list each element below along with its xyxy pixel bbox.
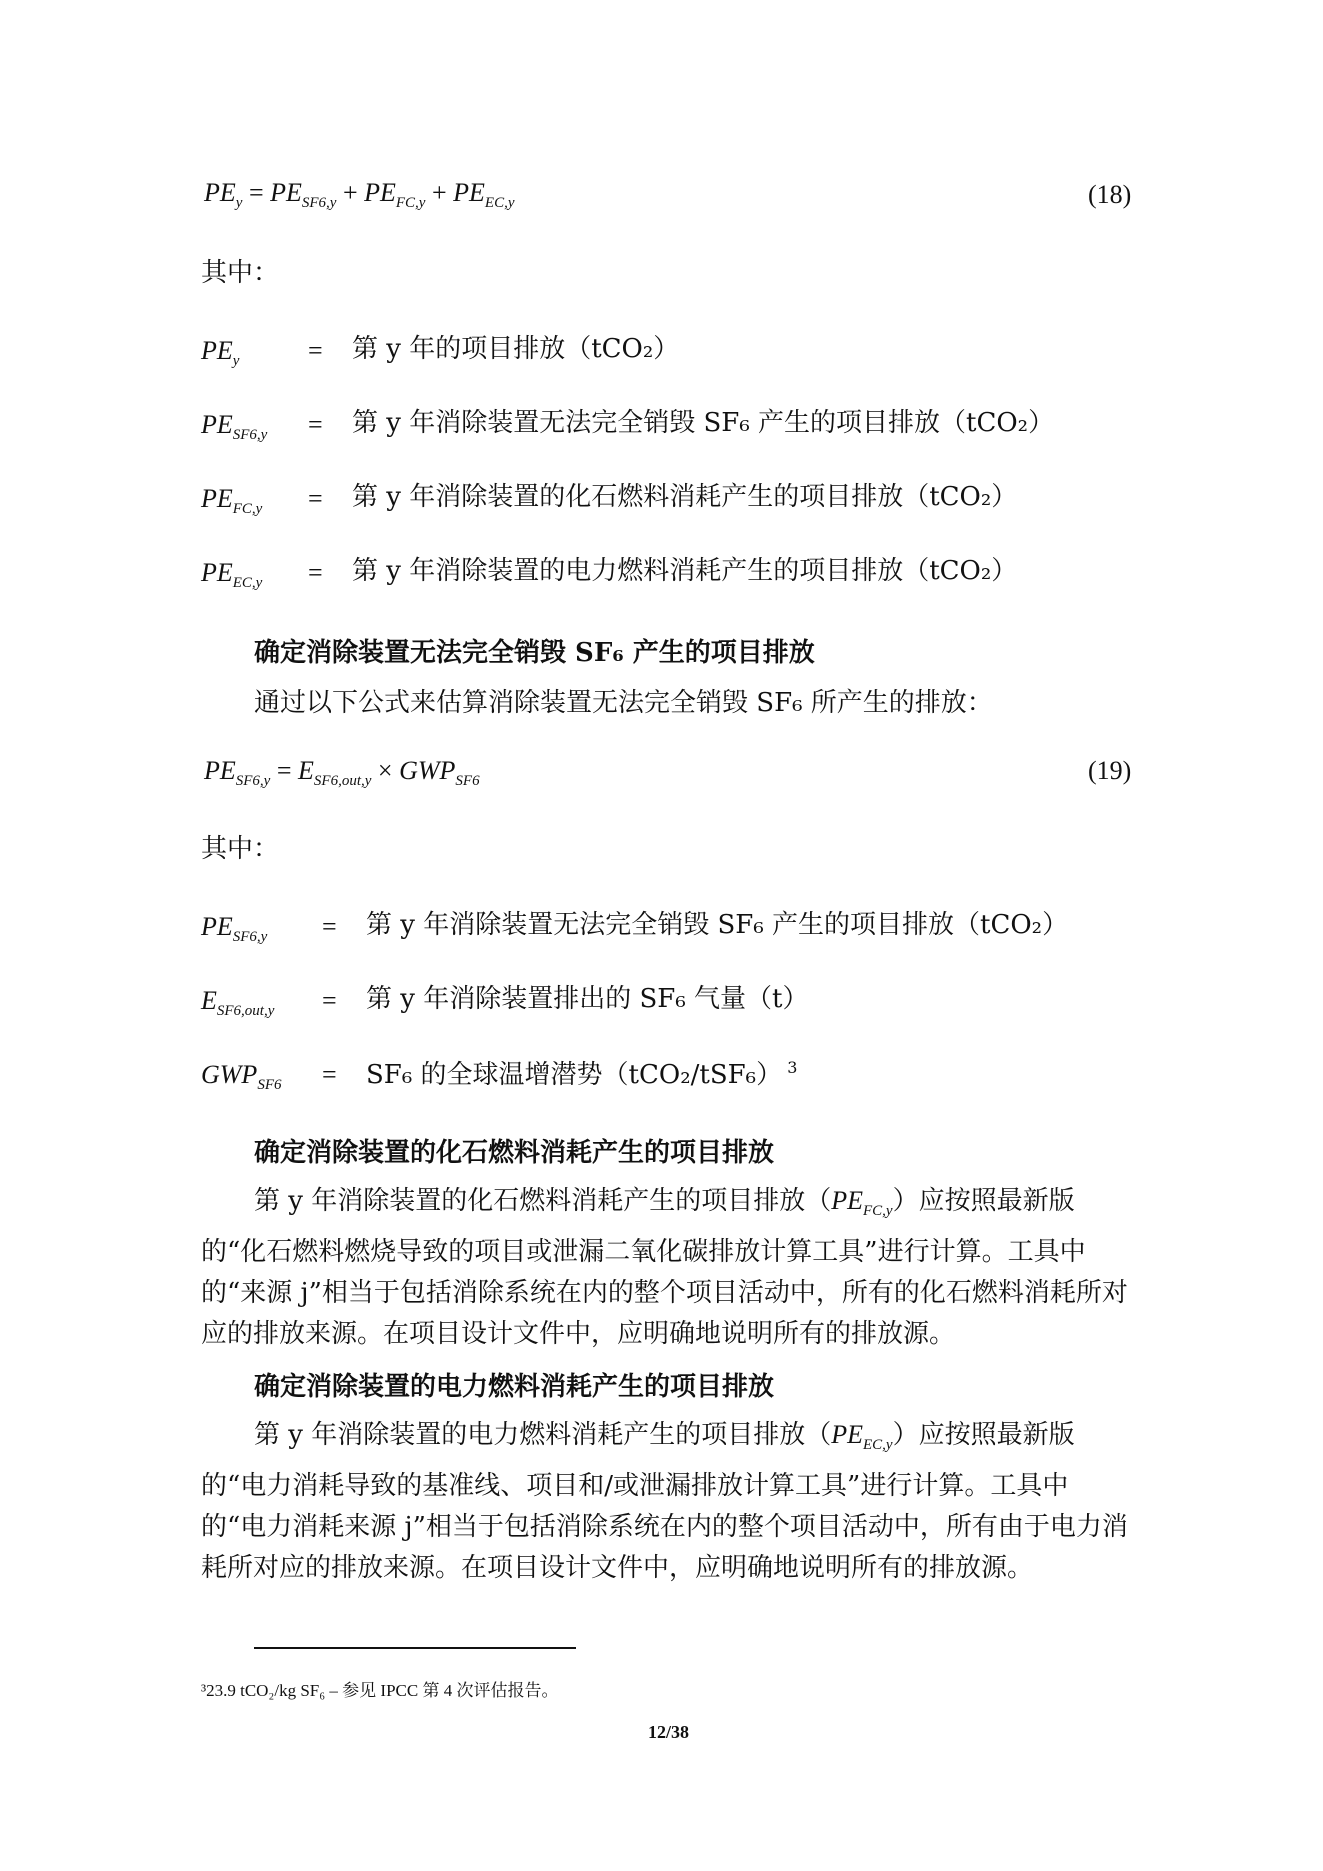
section-heading-electric: 确定消除装置的电力燃料消耗产生的项目排放	[254, 1372, 775, 1402]
definition-text: 第 y 年消除装置排出的 SF₆ 气量（t）	[366, 984, 809, 1014]
equation-number-19: (19)	[1088, 756, 1132, 785]
footnote-marker: 3	[782, 1058, 798, 1077]
definition-equals: =	[308, 410, 323, 439]
footnote-rule	[254, 1647, 576, 1649]
definition-equals: =	[322, 986, 337, 1015]
definition-equals: =	[308, 558, 323, 587]
definition-symbol: $PE_y$	[201, 336, 240, 369]
definition-equals: =	[322, 912, 337, 941]
definition-symbol: $PE_{FC,y}$	[201, 484, 263, 517]
definition-symbol: $PE_{SF6,y}$	[201, 912, 268, 945]
footnote: ³23.9 tCO₂/kg SF₆ – 参见 IPCC 第 4 次评估报告。	[201, 1681, 559, 1700]
definition-symbol: $E_{SF6,out,y}$	[201, 986, 275, 1019]
equation-18: $PE_y = PE_{SF6,y} + PE_{FC,y} + PE_{EC,y}$	[204, 178, 515, 211]
inline-symbol: $PE_{EC,y}$	[831, 1420, 893, 1453]
page-number: 12/38	[648, 1722, 690, 1742]
definition-text: 第 y 年消除装置的化石燃料消耗产生的项目排放（tCO₂）	[352, 482, 1018, 512]
electric-paragraph: 第 y 年消除装置的电力燃料消耗产生的项目排放$(PE_{EC,y})$应按照最新版的“电力消耗导致的基准线、项目和/或泄漏排放计算工具”进行计算。工具中的“电力消耗来源 j”相当于包括消除系统在内的整个项目活动中，所有由于电力消耗所对应的排放来源。在项目设计文件中，应明确地说明所有的排放源。	[201, 1420, 1128, 1583]
definition-equals: =	[308, 336, 323, 365]
section-heading-fossil: 确定消除装置的化石燃料消耗产生的项目排放	[254, 1138, 775, 1168]
definition-text: SF₆ 的全球温增潜势（tCO₂/tSF₆） $^3$	[366, 1058, 798, 1090]
definition-text: 第 y 年消除装置无法完全销毁 SF₆ 产生的项目排放（tCO₂）	[366, 910, 1069, 940]
fossil-paragraph: 第 y 年消除装置的化石燃料消耗产生的项目排放$(PE_{FC,y})$应按照最新版的“化石燃料燃烧导致的项目或泄漏二氧化碳排放计算工具”进行计算。工具中的“来源 j”相当于包括消除系统在内的整个项目活动中，所有的化石燃料消耗所对应的排放来源。在项目设计文件中，应明确地说明所有的排放源。	[201, 1186, 1128, 1349]
definition-text: 第 y 年消除装置的电力燃料消耗产生的项目排放（tCO₂）	[352, 556, 1018, 586]
inline-symbol: $PE_{FC,y}$	[831, 1186, 893, 1219]
equation-number-18: (18)	[1088, 180, 1132, 209]
where-label-1: 其中：	[201, 258, 280, 288]
definition-text: 第 y 年的项目排放（tCO₂）	[352, 334, 680, 364]
intro-paragraph: 通过以下公式来估算消除装置无法完全销毁 SF₆ 所产生的排放：	[254, 688, 993, 718]
where-label-2: 其中：	[201, 834, 280, 864]
equation-19: $PE_{SF6,y} = E_{SF6,out,y} \times GWP_{SF6}$	[204, 756, 480, 789]
definition-equals: =	[308, 484, 323, 513]
definition-symbol: $PE_{SF6,y}$	[201, 410, 268, 443]
definition-symbol: $PE_{EC,y}$	[201, 558, 263, 591]
section-heading-sf6: 确定消除装置无法完全销毁 SF₆ 产生的项目排放	[254, 638, 815, 668]
definition-text: 第 y 年消除装置无法完全销毁 SF₆ 产生的项目排放（tCO₂）	[352, 408, 1055, 438]
definition-symbol: $GWP_{SF6}$	[201, 1060, 282, 1093]
definition-equals: =	[322, 1060, 337, 1089]
